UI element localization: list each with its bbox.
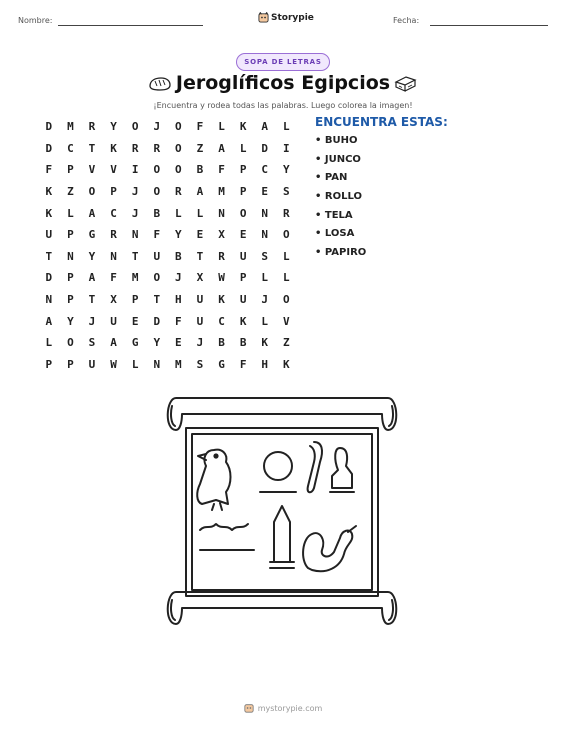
grid-letter[interactable]: J	[196, 336, 204, 350]
grid-letter[interactable]: P	[67, 357, 74, 371]
grid-letter[interactable]: Y	[175, 228, 182, 242]
grid-letter[interactable]: F	[110, 271, 117, 285]
grid-letter[interactable]: T	[88, 293, 96, 307]
grid-letter[interactable]: B	[239, 336, 247, 350]
grid-letter[interactable]: K	[239, 314, 247, 328]
grid-letter[interactable]: D	[45, 271, 53, 285]
grid-letter[interactable]: K	[283, 357, 290, 371]
grid-letter[interactable]: A	[88, 206, 96, 220]
grid-letter[interactable]: E	[175, 336, 182, 350]
grid-letter[interactable]: U	[153, 249, 161, 263]
grid-row	[38, 202, 297, 224]
grid-letter[interactable]: E	[131, 314, 139, 328]
grid-letter[interactable]: M	[67, 120, 74, 134]
grid-letter[interactable]: K	[261, 336, 269, 350]
grid-letter[interactable]: N	[261, 206, 269, 220]
grid-letter[interactable]: N	[131, 228, 139, 242]
grid-letter[interactable]: S	[196, 357, 204, 371]
grid-letter[interactable]: A	[261, 120, 269, 134]
grid-letter[interactable]: E	[261, 185, 269, 199]
grid-letter[interactable]: P	[67, 271, 74, 285]
grid-letter[interactable]: K	[45, 185, 53, 199]
grid-row	[38, 224, 297, 246]
grid-letter[interactable]: J	[175, 271, 182, 285]
letter-grid	[38, 116, 297, 375]
word-list	[315, 135, 366, 266]
grid-letter[interactable]: A	[45, 314, 53, 328]
grid-letter[interactable]: B	[218, 336, 225, 350]
grid-letter[interactable]: B	[175, 249, 182, 263]
category-badge: SOPA DE LETRAS	[236, 53, 330, 71]
grid-row	[38, 289, 297, 311]
grid-letter[interactable]: T	[131, 249, 139, 263]
grid-letter[interactable]: W	[218, 271, 225, 285]
grid-letter[interactable]: Y	[88, 249, 96, 263]
footer-site: mystorypie.com	[257, 703, 323, 713]
grid-letter[interactable]: L	[175, 206, 182, 220]
grid-letter[interactable]: J	[261, 293, 269, 307]
grid-letter[interactable]: P	[67, 228, 74, 242]
grid-row	[38, 116, 297, 138]
grid-row	[38, 246, 297, 268]
papyrus-scroll-illustration	[162, 392, 402, 632]
brand-name: Storypie	[271, 12, 314, 23]
grid-letter[interactable]: O	[239, 206, 247, 220]
grid-letter[interactable]: T	[45, 249, 53, 263]
grid-letter[interactable]: O	[175, 163, 182, 177]
grid-letter[interactable]: V	[110, 163, 117, 177]
grid-letter[interactable]: O	[283, 293, 290, 307]
grid-letter[interactable]: P	[45, 357, 53, 371]
grid-letter[interactable]: L	[283, 249, 290, 263]
grid-letter[interactable]: F	[239, 357, 247, 371]
grid-letter[interactable]: Z	[196, 141, 204, 155]
grid-letter[interactable]: P	[67, 163, 74, 177]
grid-letter[interactable]: K	[110, 141, 117, 155]
grid-letter[interactable]: L	[218, 120, 225, 134]
grid-letter[interactable]: O	[283, 228, 290, 242]
grid-row	[38, 138, 297, 160]
grid-letter[interactable]: F	[153, 228, 161, 242]
grid-letter[interactable]: O	[175, 141, 182, 155]
grid-letter[interactable]: L	[131, 357, 139, 371]
grid-letter[interactable]: M	[131, 271, 139, 285]
grid-letter[interactable]: M	[175, 357, 182, 371]
grid-letter[interactable]: S	[283, 185, 290, 199]
grid-letter[interactable]: A	[110, 336, 117, 350]
grid-letter[interactable]: D	[261, 141, 269, 155]
grid-letter[interactable]: L	[283, 271, 290, 285]
grid-letter[interactable]: F	[45, 163, 53, 177]
name-label: Nombre:	[18, 16, 53, 25]
grid-letter[interactable]: K	[45, 206, 53, 220]
grid-letter[interactable]: B	[196, 163, 204, 177]
grid-letter[interactable]: E	[196, 228, 204, 242]
grid-letter[interactable]: L	[239, 141, 247, 155]
grid-letter[interactable]: Y	[110, 120, 117, 134]
storypie-logo-icon	[244, 703, 254, 713]
grid-letter[interactable]: P	[239, 185, 247, 199]
grid-letter[interactable]: O	[131, 120, 139, 134]
grid-letter[interactable]: T	[153, 293, 161, 307]
word-list-item: • ROLLO	[315, 191, 366, 210]
grid-letter[interactable]: U	[196, 314, 204, 328]
grid-letter[interactable]: N	[45, 293, 53, 307]
grid-letter[interactable]: K	[218, 293, 225, 307]
grid-letter[interactable]: Y	[153, 336, 161, 350]
grid-letter[interactable]: R	[153, 141, 161, 155]
grid-letter[interactable]: T	[196, 249, 204, 263]
grid-letter[interactable]: X	[218, 228, 225, 242]
grid-letter[interactable]: V	[283, 314, 290, 328]
page-title: Jeroglíficos Egipcios	[175, 72, 391, 94]
grid-letter[interactable]: F	[175, 314, 182, 328]
grid-letter[interactable]: M	[218, 185, 225, 199]
grid-letter[interactable]: L	[261, 271, 269, 285]
grid-letter[interactable]: L	[67, 206, 74, 220]
grid-letter[interactable]: S	[88, 336, 96, 350]
grid-letter[interactable]: U	[88, 357, 96, 371]
grid-letter[interactable]: B	[153, 206, 161, 220]
grid-row	[38, 181, 297, 203]
grid-letter[interactable]: P	[239, 163, 247, 177]
grid-letter[interactable]: O	[175, 120, 182, 134]
grid-letter[interactable]: J	[88, 314, 96, 328]
grid-letter[interactable]: A	[218, 141, 225, 155]
word-list-item: • JUNCO	[315, 154, 366, 173]
grid-letter[interactable]: X	[110, 293, 117, 307]
grid-letter[interactable]: H	[175, 293, 182, 307]
grid-letter[interactable]: D	[153, 314, 161, 328]
brick-icon	[393, 74, 417, 92]
grid-letter[interactable]: C	[110, 206, 117, 220]
grid-letter[interactable]: C	[67, 141, 74, 155]
grid-letter[interactable]: R	[88, 120, 96, 134]
grid-letter[interactable]: I	[131, 163, 139, 177]
grid-row	[38, 267, 297, 289]
grid-letter[interactable]: O	[153, 185, 161, 199]
grid-letter[interactable]: X	[196, 271, 204, 285]
grid-letter[interactable]: J	[131, 185, 139, 199]
grid-letter[interactable]: I	[283, 141, 290, 155]
grid-letter[interactable]: Y	[283, 163, 290, 177]
grid-row	[38, 354, 297, 376]
grid-letter[interactable]: D	[45, 120, 53, 134]
brand	[258, 12, 314, 23]
grid-letter[interactable]: K	[239, 120, 247, 134]
grid-letter[interactable]: R	[283, 206, 290, 220]
grid-letter[interactable]: L	[261, 314, 269, 328]
word-list-item: • PAN	[315, 172, 366, 191]
header-bar	[0, 12, 566, 32]
grid-letter[interactable]: F	[218, 163, 225, 177]
date-line	[430, 25, 548, 26]
grid-letter[interactable]: G	[218, 357, 225, 371]
grid-letter[interactable]: P	[239, 271, 247, 285]
grid-letter[interactable]: U	[196, 293, 204, 307]
instructions: ¡Encuentra y rodea todas las palabras. Luego colorea la imagen!	[153, 101, 413, 110]
grid-letter[interactable]: Y	[67, 314, 74, 328]
grid-letter[interactable]: C	[261, 163, 269, 177]
grid-row	[38, 159, 297, 181]
grid-letter[interactable]: O	[153, 271, 161, 285]
grid-letter[interactable]: R	[131, 141, 139, 155]
grid-letter[interactable]: D	[45, 141, 53, 155]
grid-letter[interactable]: J	[131, 206, 139, 220]
grid-letter[interactable]: O	[153, 163, 161, 177]
grid-letter[interactable]: R	[175, 185, 182, 199]
grid-letter[interactable]: P	[67, 293, 74, 307]
grid-letter[interactable]: T	[88, 141, 96, 155]
grid-letter[interactable]: R	[218, 249, 225, 263]
grid-letter[interactable]: N	[153, 357, 161, 371]
grid-letter[interactable]: Z	[283, 336, 290, 350]
word-list-item: • TELA	[315, 210, 366, 229]
word-list-item: • BUHO	[315, 135, 366, 154]
grid-row	[38, 332, 297, 354]
grid-letter[interactable]: W	[110, 357, 117, 371]
grid-letter[interactable]: N	[67, 249, 74, 263]
storypie-logo-icon	[258, 12, 269, 23]
date-label: Fecha:	[393, 16, 420, 25]
grid-letter[interactable]: U	[239, 249, 247, 263]
footer	[0, 703, 566, 713]
grid-letter[interactable]: G	[88, 228, 96, 242]
grid-letter[interactable]: P	[110, 185, 117, 199]
grid-letter[interactable]: H	[261, 357, 269, 371]
grid-letter[interactable]: A	[88, 271, 96, 285]
grid-letter[interactable]: Z	[67, 185, 74, 199]
grid-letter[interactable]: P	[131, 293, 139, 307]
word-list-title: ENCUENTRA ESTAS:	[315, 115, 448, 129]
grid-letter[interactable]: U	[239, 293, 247, 307]
grid-letter[interactable]: O	[88, 185, 96, 199]
word-list-item: • PAPIRO	[315, 247, 366, 266]
grid-letter[interactable]: U	[110, 314, 117, 328]
grid-letter[interactable]: A	[196, 185, 204, 199]
grid-letter[interactable]: L	[283, 120, 290, 134]
grid-letter[interactable]: N	[218, 206, 225, 220]
grid-letter[interactable]: N	[261, 228, 269, 242]
grid-letter[interactable]: E	[239, 228, 247, 242]
word-list-item: • LOSA	[315, 228, 366, 247]
grid-letter[interactable]: F	[196, 120, 204, 134]
grid-letter[interactable]: S	[261, 249, 269, 263]
grid-letter[interactable]: L	[196, 206, 204, 220]
grid-letter[interactable]: J	[153, 120, 161, 134]
grid-letter[interactable]: R	[110, 228, 117, 242]
grid-letter[interactable]: N	[110, 249, 117, 263]
grid-letter[interactable]: O	[67, 336, 74, 350]
grid-letter[interactable]: U	[45, 228, 53, 242]
grid-letter[interactable]: V	[88, 163, 96, 177]
grid-row	[38, 310, 297, 332]
grid-letter[interactable]: L	[45, 336, 53, 350]
grid-letter[interactable]: C	[218, 314, 225, 328]
grid-letter[interactable]: G	[131, 336, 139, 350]
name-line	[58, 25, 203, 26]
